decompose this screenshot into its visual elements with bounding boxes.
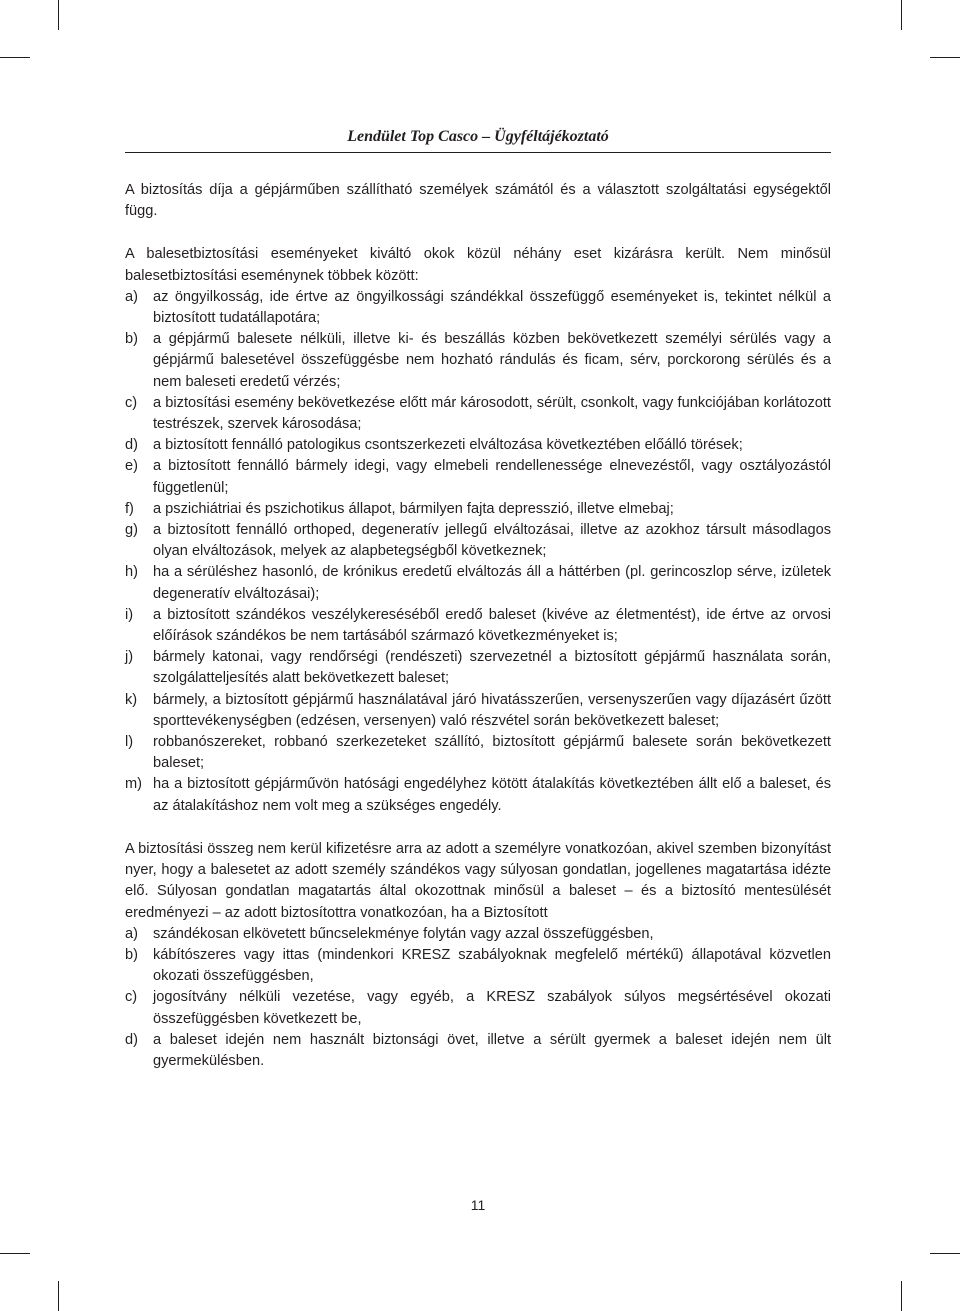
list-item-text: a biztosított fennálló bármely idegi, vagy elmebeli rendellenessége elnevezéstől, vagy osztályozástól függetlenül; [153, 458, 831, 496]
list-item [125, 435, 831, 456]
crop-mark-top-left-vertical [58, 0, 59, 30]
list-item-letter: j) [125, 649, 134, 666]
list-item-letter: e) [125, 458, 138, 475]
crop-mark-bottom-left-vertical [58, 1281, 59, 1311]
list-item-text: kábítószeres vagy ittas (mindenkori KRESZ szabályoknak megfelelő mértékű) állapotával közvetlen okozati összefüggésben, [153, 946, 831, 985]
list-item [125, 329, 831, 393]
exclusions-list [125, 287, 831, 817]
list-item [125, 605, 831, 647]
list-item-letter: c) [125, 394, 138, 411]
list-item-letter: b) [125, 946, 138, 963]
list-item-text: robbanószereket, robbanó szerkezeteket szállító, biztosított gépjármű balesete során bekövetkezett baleset; [153, 734, 831, 772]
list-item-text: a biztosítási esemény bekövetkezése előtt már károsodott, sérült, csonkolt, vagy funkciójában korlátozott testrészek, szervek károsodása; [153, 394, 831, 433]
list-item [125, 562, 831, 604]
document-body [125, 180, 831, 1072]
list-item [125, 287, 831, 329]
list-item [125, 456, 831, 498]
list-item-text: a gépjármű balesete nélküli, illetve ki- és beszállás közben bekövetkezett személyi sérülés vagy a gépjármű balesetével összefüggésbe nem hozható rándulás és ficam, sérv, porckorong sérülés és a nem baleseti eredetű vérzés; [153, 331, 831, 390]
list-item [125, 1030, 831, 1072]
crop-mark-top-right-horizontal [930, 57, 960, 58]
list-item-letter: d) [125, 437, 138, 454]
crop-mark-top-right-vertical [901, 0, 902, 30]
page-number: 11 [470, 1197, 486, 1213]
list-item-letter: g) [125, 522, 138, 539]
list-item-letter: b) [125, 331, 138, 348]
list-item-text: bármely, a biztosított gépjármű használatával járó hivatásszerűen, versenyszerűen vagy díjazásért űzött sporttevékenységben (edzésen, versenyen) való részvétel során bekövetkezett baleset; [153, 691, 831, 729]
list-item-letter: k) [125, 691, 138, 708]
list-item-letter: m) [125, 776, 143, 793]
crop-mark-bottom-left-horizontal [0, 1253, 30, 1254]
list-item [125, 774, 831, 816]
list-item [125, 520, 831, 562]
list-item-text: az öngyilkosság, ide értve az öngyilkossági szándékkal összefüggő eseményeket is, tekintet nélkül a biztosított tudatállapotára; [153, 288, 831, 327]
crop-mark-bottom-right-horizontal [930, 1253, 960, 1254]
list-item [125, 924, 831, 945]
list-item [125, 987, 831, 1029]
list-item [125, 647, 831, 689]
list-item-text: bármely katonai, vagy rendőrségi (rendészeti) szervezetnél a biztosított gépjármű használata során, szolgálatteljesítés alatt bekövetkezett baleset; [153, 649, 831, 687]
list-item-letter: a) [125, 925, 138, 942]
list-item-text: a pszichiátriai és pszichotikus állapot, bármilyen fajta depresszió, illetve elmebaj; [153, 500, 674, 517]
header-rule [125, 152, 831, 153]
list-item-letter: h) [125, 564, 138, 581]
list-item [125, 393, 831, 435]
negligence-list [125, 924, 831, 1072]
list-item-text: a biztosított fennálló orthoped, degeneratív jellegű elváltozásai, illetve az azokhoz társult másodlagos olyan elváltozások, melyek az alapbetegségből következnek; [153, 522, 831, 560]
list-item-letter: i) [125, 606, 134, 623]
list-item-text: jogosítvány nélküli vezetése, vagy egyéb, a KRESZ szabályok súlyos megsértésével okozati összefüggésben következett be, [153, 989, 831, 1027]
list-item-text: a biztosított fennálló patologikus csontszerkezeti elváltozása következtében előálló törések; [153, 437, 743, 454]
paragraph-exclusions-intro: A balesetbiztosítási eseményeket kiváltó okok közül néhány eset kizárásra került. Nem minősül balesetbiztosítási eseménynek többek között: [125, 246, 831, 284]
list-item-text: a biztosított szándékos veszélykereséséből eredő baleset (kivéve az életmentést), ide értve az orvosi előírások szándékos be nem tartásából származó következményeket is; [153, 606, 831, 645]
crop-mark-top-left-horizontal [0, 57, 30, 58]
list-item-text: ha a biztosított gépjárművön hatósági engedélyhez kötött átalakítás következtében állt elő a baleset, és az átalakításhoz nem volt meg a szükséges engedély. [153, 776, 831, 814]
list-item-text: szándékosan elkövetett bűncselekménye folytán vagy azzal összefüggésben, [153, 925, 654, 942]
list-item [125, 499, 831, 520]
paragraph-premium: A biztosítás díja a gépjárműben szállítható személyek számától és a választott szolgáltatási egységektől függ. [125, 182, 831, 220]
list-item-text: ha a sérüléshez hasonló, de krónikus eredetű elváltozás áll a háttérben (pl. gerincoszlop sérve, izületek degeneratív elváltozásai); [153, 564, 831, 602]
list-item-letter: l) [125, 734, 134, 751]
list-item-letter: d) [125, 1031, 138, 1048]
list-item [125, 732, 831, 774]
list-item [125, 690, 831, 732]
crop-mark-bottom-right-vertical [901, 1281, 902, 1311]
list-item-letter: f) [125, 500, 134, 517]
paragraph-payout-conditions: A biztosítási összeg nem kerül kifizetésre arra az adott a személyre vonatkozóan, akivel szemben bizonyítást nyer, hogy a balesetet az adott személy szándékos vagy súlyosan gondatlan, jogellenes magatartása idézte elő. Súlyosan gondatlan magatartás által okozottnak minősül a baleset – és a biztosító mentesülését eredményezi – az adott biztosítottra vonatkozóan, ha a Biztosított [125, 840, 831, 921]
list-item-text: a baleset idején nem használt biztonsági övet, illetve a sérült gyermek a baleset idején nem ült gyermekülésben. [153, 1031, 831, 1069]
list-item-letter: a) [125, 288, 138, 305]
list-item-letter: c) [125, 989, 138, 1006]
list-item [125, 945, 831, 987]
running-header: Lendület Top Casco – Ügyféltájékoztató [347, 128, 609, 145]
